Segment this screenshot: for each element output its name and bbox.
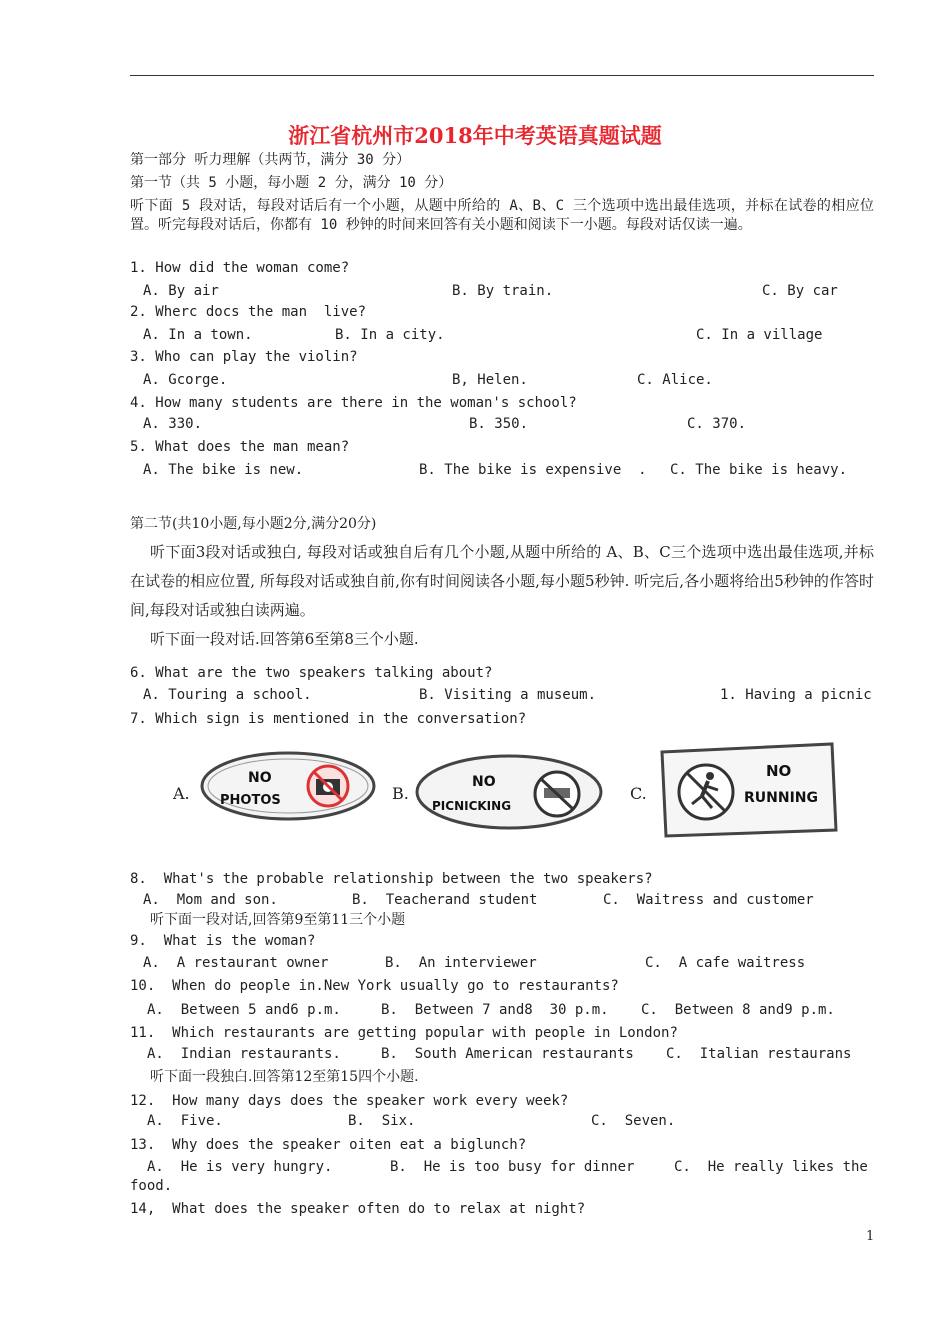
q5-option-c: C. The bike is heavy.: [670, 462, 848, 478]
q12-option-c: C. Seven.: [591, 1113, 676, 1129]
sign-b-line1: NO: [472, 774, 496, 790]
sign-c-line1: NO: [766, 762, 792, 780]
sign-a-line2: PHOTOS: [220, 793, 281, 808]
q5-option-b: B. The bike is expensive .: [419, 462, 647, 478]
q2-option-c: C. In a village: [696, 327, 823, 343]
question-2: 2. Wherc docs the man live?: [130, 304, 367, 320]
q1-option-b: B. By train.: [452, 283, 554, 299]
q4-option-a: A. 330.: [143, 416, 203, 432]
section1-instructions: 听下面 5 段对话，每段对话后有一个小题，从题中所给的 A、B、C 三个选项中选出最佳选项，并标在试卷的相应位置。听完每段对话后，你都有 10 秒钟的时间来回答有关小题和阅读下一小题。每段对话仅读一遍。: [130, 198, 874, 233]
q3-option-b: B, Helen.: [452, 372, 528, 388]
top-rule: [130, 75, 874, 76]
sign-a: [198, 746, 378, 821]
page-title: 浙江省杭州市2018年中考英语真题试题: [288, 123, 662, 148]
question-6: 6. What are the two speakers talking about?: [130, 665, 493, 681]
sub-instruction-2: 听下面一段对话,回答第9至第11三个小题: [150, 912, 406, 928]
question-4: 4. How many students are there in the woman's school?: [130, 395, 577, 411]
question-10: 10. When do people in.New York usually go to restaurants?: [130, 978, 619, 994]
question-14: 14, What does the speaker often do to relax at night?: [130, 1201, 586, 1217]
q13-option-c-continued: food.: [130, 1178, 173, 1194]
sign-c-line2: RUNNING: [744, 790, 818, 806]
section2-instructions: 听下面3段对话或独白, 每段对话或独自后有几个小题,从题中所给的 A、B、C三个选项中选出最佳选项,并标在试卷的相应位置, 所每段对话或独自前,你有时间阅读各小题,每小题5秒钟. 听完后,各小题将给出5秒钟的作答时间,每段对话或独白读两遍。: [130, 543, 874, 619]
q10-option-a: A. Between 5 and6 p.m.: [147, 1002, 341, 1018]
question-8: 8. What's the probable relationship between the two speakers?: [130, 871, 653, 887]
sub-instruction-3: 听下面一段独白.回答第12至第15四个小题.: [150, 1069, 419, 1085]
q12-option-b: B. Six.: [348, 1113, 416, 1129]
q11-option-a: A. Indian restaurants.: [147, 1046, 341, 1062]
question-11: 11. Which restaurants are getting popular with people in London?: [130, 1025, 678, 1041]
q10-option-b: B. Between 7 and8 30 p.m.: [381, 1002, 609, 1018]
q5-option-a: A. The bike is new.: [143, 462, 304, 478]
q6-option-c: 1. Having a picnic: [720, 687, 872, 703]
sign-b-line2: PICNICKING: [432, 799, 512, 813]
q8-option-c: C. Waitress and customer: [603, 892, 814, 908]
section1-heading: 第一节（共 5 小题，每小题 2 分，满分 10 分）: [130, 175, 453, 191]
sign-a-label: A.: [173, 784, 190, 803]
q13-option-a: A. He is very hungry.: [147, 1159, 333, 1175]
sign-c: [656, 740, 841, 840]
q1-option-c: C. By car: [762, 283, 838, 299]
q3-option-c: C. Alice.: [637, 372, 713, 388]
question-1: 1. How did the woman come?: [130, 260, 350, 276]
q2-option-b: B. In a city.: [335, 327, 445, 343]
q10-option-c: C. Between 8 and9 p.m.: [641, 1002, 835, 1018]
q4-option-c: C. 370.: [687, 416, 747, 432]
question-5: 5. What does the man mean?: [130, 439, 350, 455]
q9-option-a: A. A restaurant owner: [143, 955, 329, 971]
question-13: 13. Why does the speaker oiten eat a biglunch?: [130, 1137, 527, 1153]
q1-option-a: A. By air: [143, 283, 219, 299]
question-7: 7. Which sign is mentioned in the conversation?: [130, 711, 527, 727]
page-number: 1: [866, 1229, 875, 1244]
sign-c-label: C.: [630, 784, 647, 803]
camera-icon: [308, 766, 348, 806]
q6-option-b: B. Visiting a museum.: [419, 687, 597, 703]
question-12: 12. How many days does the speaker work every week?: [130, 1093, 569, 1109]
sign-a-line1: NO: [248, 770, 272, 786]
q3-option-a: A. Gcorge.: [143, 372, 228, 388]
picnic-icon: [535, 772, 579, 816]
q11-option-c: C. Italian restaurans: [666, 1046, 852, 1062]
q12-option-a: A. Five.: [147, 1113, 223, 1129]
section2-heading: 第二节(共10小题,每小题2分,满分20分): [130, 516, 377, 532]
section2-sub1: 听下面一段对话.回答第6至第8三个小题.: [150, 630, 419, 648]
q2-option-a: A. In a town.: [143, 327, 253, 343]
runner-icon: [679, 765, 733, 819]
sign-b-label: B.: [392, 784, 409, 803]
q8-option-a: A. Mom and son.: [143, 892, 278, 908]
q13-option-c: C. He really likes the: [674, 1159, 868, 1175]
q4-option-b: B. 350.: [469, 416, 529, 432]
q11-option-b: B. South American restaurants: [381, 1046, 634, 1062]
question-3: 3. Who can play the violin?: [130, 349, 358, 365]
q13-option-b: B. He is too busy for dinner: [390, 1159, 635, 1175]
question-9: 9. What is the woman?: [130, 933, 316, 949]
q6-option-a: A. Touring a school.: [143, 687, 312, 703]
q8-option-b: B. Teacherand student: [352, 892, 538, 908]
sign-b: [412, 750, 607, 835]
q9-option-c: C. A cafe waitress: [645, 955, 806, 971]
part1-heading: 第一部分 听力理解（共两节，满分 30 分）: [130, 152, 411, 168]
q9-option-b: B. An interviewer: [385, 955, 537, 971]
sign-options: [170, 740, 850, 845]
